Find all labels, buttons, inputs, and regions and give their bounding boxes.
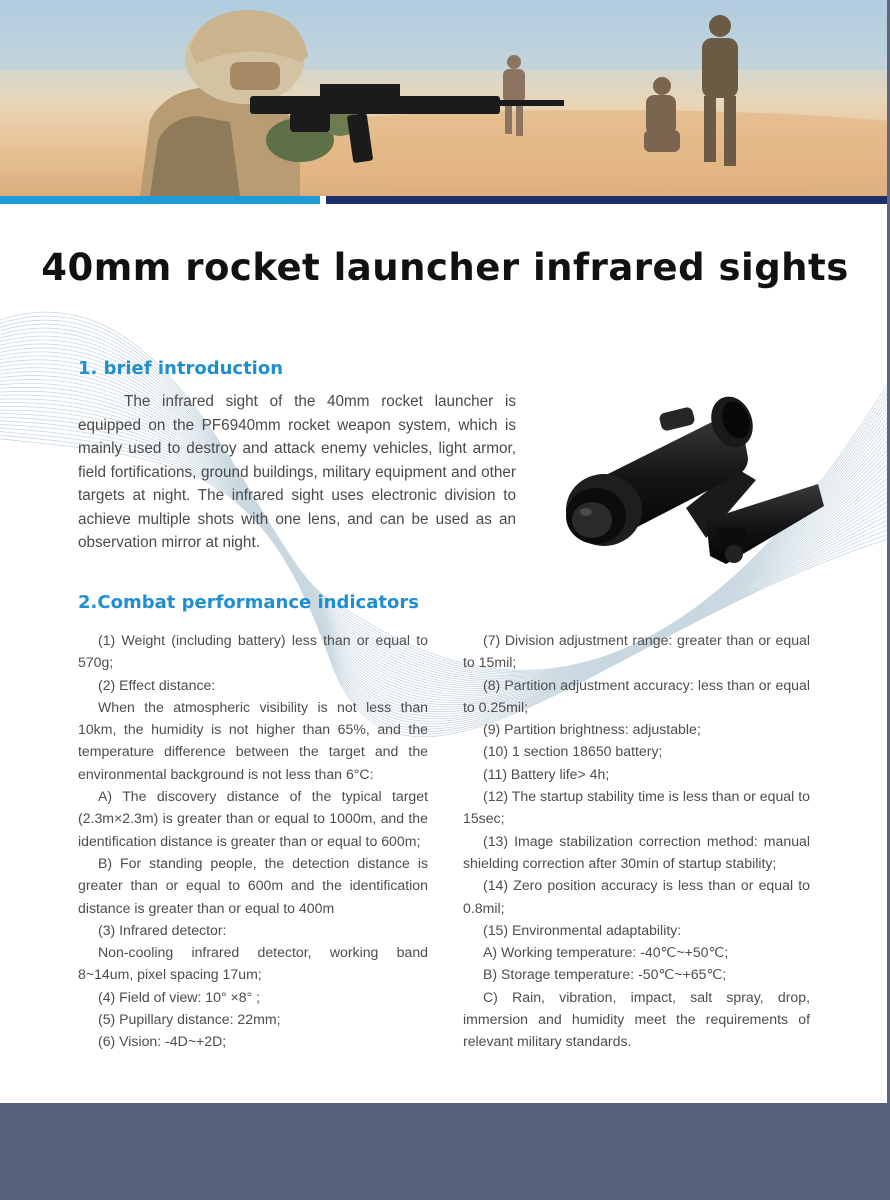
spec-item: (14) Zero position accuracy is less than or equal to 0.8mil; — [463, 877, 810, 916]
introduction-text: The infrared sight of the 40mm rocket launcher is equipped on the PF6940mm rocket weapon system, which is mainly used to destroy and attack enemy vehicles, light armor, field fortifications, ground buildings, military equipment and other targets at night. The infrared sight uses electronic division to achieve multiple shots with one lens, and can be used as an observation mirror at night. — [78, 393, 516, 551]
spec-item: (6) Vision: -4D~+2D; — [98, 1033, 227, 1050]
spec-item: Non-cooling infrared detector, working band 8~14um, pixel spacing 17um; — [78, 944, 428, 983]
infrared-sight-image — [556, 388, 830, 584]
spec-item: (13) Image stabilization correction method: manual shielding correction after 30min of startup stability; — [463, 832, 810, 871]
soldiers-illustration — [0, 0, 890, 196]
spec-item: (8) Partition adjustment accuracy: less than or equal to 0.25mil; — [463, 676, 810, 715]
section-heading-introduction: 1. brief introduction — [78, 358, 284, 379]
page-title: 40mm rocket launcher infrared sights — [41, 246, 849, 289]
performance-list-left — [78, 629, 428, 1053]
banner-stripe-navy — [326, 196, 890, 204]
spec-item: B) For standing people, the detection distance is greater than or equal to 600m and the identification distance is greater than or equal to 400m — [78, 854, 428, 916]
performance-list-right — [463, 629, 810, 1053]
spec-item: A) Working temperature: -40℃~+50℃; — [483, 944, 729, 961]
spec-item: When the atmospheric visibility is not less than 10km, the humidity is not higher than 65%, and the temperature difference between the target and the environmental background is not less than 6°C: — [78, 698, 428, 782]
spec-item: (5) Pupillary distance: 22mm; — [98, 1011, 281, 1028]
spec-item: (7) Division adjustment range: greater than or equal to 15mil; — [463, 632, 810, 671]
spec-item: (3) Infrared detector: — [98, 921, 227, 938]
spec-item: (1) Weight (including battery) less than or equal to 570g; — [78, 632, 428, 671]
footer-band — [0, 1103, 890, 1200]
spec-item: A) The discovery distance of the typical target (2.3m×2.3m) is greater than or equal to 1000m, and the identification distance is greater than or equal to 600m; — [78, 788, 428, 849]
spec-item: (2) Effect distance: — [98, 676, 216, 693]
section-heading-performance: 2.Combat performance indicators — [78, 592, 419, 613]
spec-item: (15) Environmental adaptability: — [483, 921, 682, 938]
spec-item: (11) Battery life> 4h; — [483, 765, 610, 782]
spec-item: (9) Partition brightness: adjustable; — [483, 721, 701, 738]
spec-item: (12) The startup stability time is less than or equal to 15sec; — [463, 788, 810, 827]
spec-item: B) Storage temperature: -50℃~+65℃; — [483, 966, 727, 983]
banner-photo — [0, 0, 890, 196]
spec-item: (4) Field of view: 10° ×8° ; — [98, 988, 261, 1005]
spec-item: C) Rain, vibration, impact, salt spray, drop, immersion and humidity meet the requirements of relevant military standards. — [463, 988, 810, 1050]
spec-item: (10) 1 section 18650 battery; — [483, 743, 663, 760]
banner-stripe-cyan — [0, 196, 320, 204]
